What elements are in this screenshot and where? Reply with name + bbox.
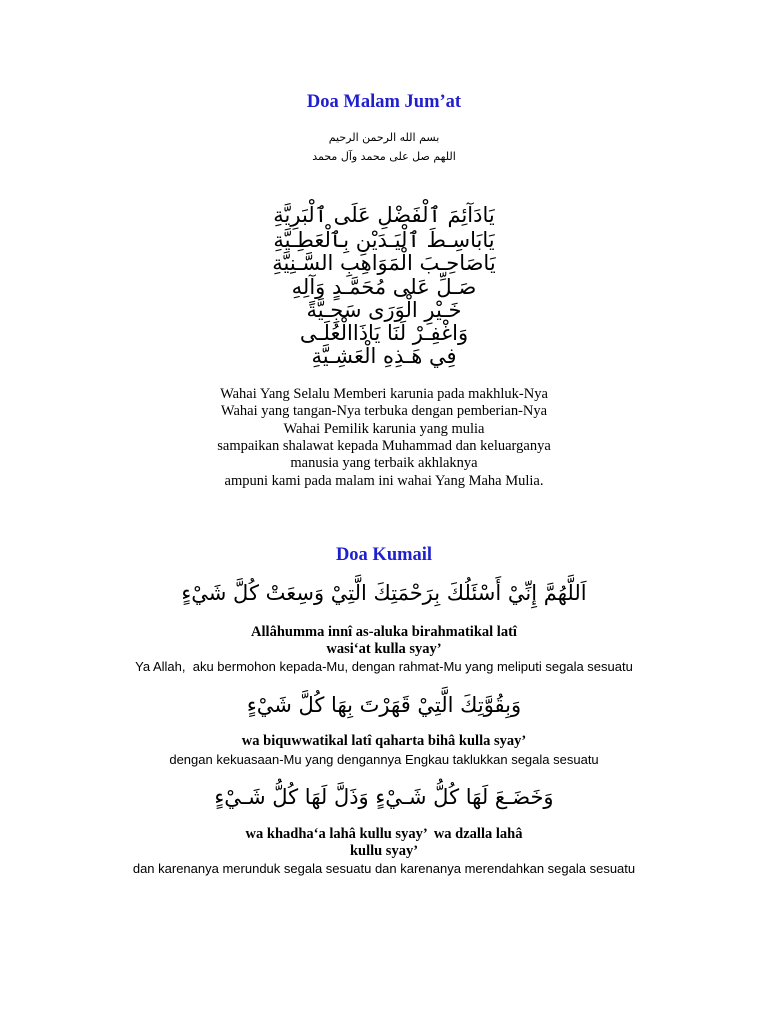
arabic-verse-line: وَاغْفِـرْ لَنَا يَاذَاالْعُلَـى [299, 321, 469, 345]
kumail-arabic-verse: وَخَضَـعَ لَهَا كُلُّ شَـيْءٍ وَذَلَّ لَهَا كُلُّ شَـيْءٍ [214, 785, 554, 809]
prayer-title: Doa Malam Jum’at [306, 92, 462, 112]
kumail-translation: dan karenanya merunduk segala sesuatu dan karenanya merendahkan segala sesuatu [132, 861, 636, 876]
arabic-verse-line: يَادَآئِمَ ٱلْفَضْلِ عَلَى ٱلْبَرِيَّةِ [273, 203, 495, 227]
arabic-verse-line: صَـلِّ عَلى مُحَمَّـدٍ وَآلِهِ [291, 275, 477, 299]
basmala-line: بسم الله الرحمن الرحيم [328, 131, 440, 144]
kumail-transliteration: kullu syay’ [349, 843, 419, 859]
translation-line: Wahai Yang Selalu Memberi karunia pada makhluk-Nya [220, 386, 548, 402]
translation-line: manusia yang terbaik akhlaknya [290, 455, 478, 471]
kumail-translation: Ya Allah, aku bermohon kepada-Mu, dengan rahmat-Mu yang meliputi segala sesuatu [135, 659, 633, 674]
kumail-transliteration: wa biquwwatikal latî qaharta bihâ kulla syay’ [241, 733, 527, 749]
kumail-arabic-verse: وَبِقُوَّتِكَ الَّتِيْ قَهَرْتَ بِهَا كُلَّ شَيْءٍ [246, 693, 522, 717]
translation-line: sampaikan shalawat kepada Muhammad dan keluarganya [217, 438, 551, 454]
kumail-transliteration: wa khadha‘a lahâ kullu syay’ wa dzalla lahâ [245, 826, 523, 842]
section-title-kumail: Doa Kumail [335, 545, 433, 565]
kumail-transliteration: Allâhumma innî as-aluka birahmatikal latî [251, 624, 517, 640]
arabic-verse-line: فِي هَـذِهِ الْعَشِـيَّةِ [311, 344, 457, 368]
translation-line: ampuni kami pada malam ini wahai Yang Maha Mulia. [224, 473, 544, 489]
arabic-verse-line: يَابَاسِـطَ ٱلْيَـدَيْنِ بِٱلْعَطِـيَّةِ [273, 228, 495, 252]
kumail-arabic-verse: اَللَّهُمَّ إِنِّيْ أَسْئَلُكَ بِرَحْمَتِكَ الَّتِيْ وَسِعَتْ كُلَّ شَيْءٍ [181, 581, 587, 605]
kumail-translation: dengan kekuasaan-Mu yang dengannya Engkau taklukkan segala sesuatu [169, 752, 599, 767]
kumail-transliteration: wasi‘at kulla syay’ [326, 641, 442, 657]
arabic-verse-line: خَـيْرِ الْوَرَى سَجِـيَّةً [306, 298, 462, 322]
translation-line: Wahai yang tangan-Nya terbuka dengan pemberian-Nya [220, 403, 548, 419]
arabic-verse-line: يَاصَاحِـبَ الْمَوَاهِبِ السَّـنِيَّةِ [272, 251, 496, 275]
translation-line: Wahai Pemilik karunia yang mulia [283, 421, 485, 437]
salawat-line: اللهم صل على محمد وآل محمد [312, 150, 456, 163]
